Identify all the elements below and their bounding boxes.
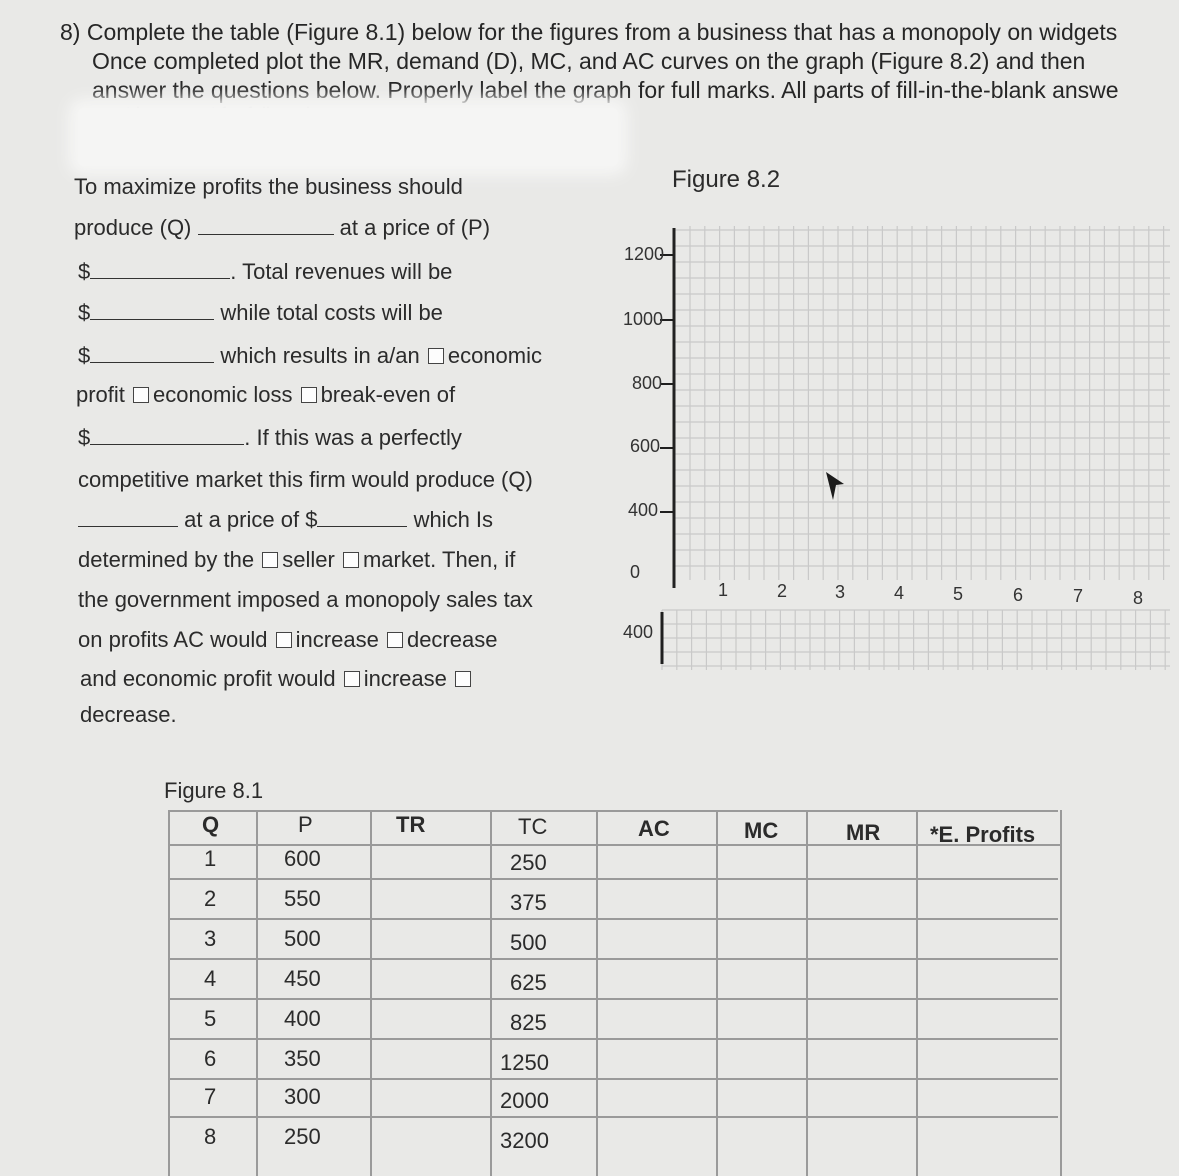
fill-line-5	[78, 343, 542, 369]
profit-decrease-checkbox[interactable]	[455, 671, 471, 687]
price-blank[interactable]	[90, 260, 230, 279]
cell-q: 3	[204, 926, 217, 951]
cell-p: 450	[284, 966, 321, 991]
fill-text: increase	[295, 627, 379, 652]
figure-8-2-title: Figure 8.2	[672, 166, 781, 193]
table-rule	[1060, 810, 1062, 1176]
cell-q: 8	[204, 1124, 217, 1149]
fill-text: . If this was a perfectly	[244, 425, 462, 450]
market-checkbox[interactable]	[343, 552, 359, 568]
economic-loss-checkbox[interactable]	[133, 387, 149, 403]
fill-line-4	[78, 300, 443, 326]
fill-text: decrease	[406, 627, 498, 652]
fill-text: on profits AC would	[78, 627, 268, 652]
table-rule	[256, 810, 258, 1176]
table-rule	[168, 998, 1058, 1000]
fill-text: seller	[282, 547, 335, 572]
cell-q: 5	[204, 1006, 217, 1031]
fill-text: while total costs will be	[220, 300, 443, 325]
dollar-sign: $	[78, 300, 91, 325]
y-tick-label: 800	[632, 373, 663, 393]
cell-p: 500	[284, 926, 321, 951]
table-rule	[168, 958, 1058, 960]
cell-p: 250	[284, 1124, 321, 1149]
dollar-sign: $	[78, 425, 91, 450]
table-rule	[916, 810, 918, 1176]
table-rule	[168, 1078, 1058, 1080]
fill-line-7	[78, 425, 462, 451]
redacted-area	[78, 108, 618, 166]
total-cost-blank[interactable]	[90, 344, 214, 363]
table-rule	[370, 810, 372, 1176]
table-rule	[168, 878, 1058, 880]
x-tick-label: 4	[894, 583, 905, 603]
fill-text: the government imposed a monopoly sales tax	[78, 587, 533, 612]
y-tick-label: 1200	[624, 244, 665, 264]
table-rule	[490, 810, 492, 1176]
fill-line-6	[76, 382, 455, 408]
dollar-sign: $	[78, 343, 91, 368]
fill-text: which results in a/an	[220, 343, 420, 368]
y-tick-label: 600	[630, 436, 661, 456]
cell-p: 400	[284, 1006, 321, 1031]
x-tick-label: 7	[1073, 586, 1084, 606]
cell-q: 1	[204, 846, 217, 871]
fill-text: . Total revenues will be	[230, 259, 453, 284]
y-tick-label: 1000	[623, 309, 664, 329]
fill-text: and economic profit would	[80, 666, 336, 691]
ac-decrease-checkbox[interactable]	[387, 632, 403, 648]
fill-line-11	[78, 587, 533, 613]
header-mc: MC	[744, 818, 779, 843]
header-q: Q	[202, 812, 220, 837]
table-rule	[596, 810, 598, 1176]
header-mr: MR	[846, 820, 881, 845]
cell-tc: 250	[510, 850, 547, 875]
profit-amount-blank[interactable]	[90, 426, 244, 445]
fill-line-9	[78, 507, 493, 533]
fill-line-2	[74, 215, 490, 241]
profit-increase-checkbox[interactable]	[344, 671, 360, 687]
fill-text: profit	[76, 382, 125, 407]
header-ac: AC	[638, 816, 670, 841]
header-tc: TC	[518, 814, 548, 839]
competitive-price-blank[interactable]	[317, 508, 407, 527]
fill-line-8	[78, 467, 533, 493]
cell-q: 6	[204, 1046, 217, 1071]
fill-text: decrease.	[80, 702, 177, 727]
cell-tc: 625	[510, 970, 547, 995]
fill-text: market. Then, if	[362, 547, 516, 572]
fill-text: economic loss	[153, 382, 293, 407]
x-tick-label: 8	[1133, 588, 1144, 608]
total-revenue-blank[interactable]	[90, 301, 214, 320]
seller-checkbox[interactable]	[262, 552, 278, 568]
cell-tc: 2000	[500, 1088, 549, 1113]
cell-p: 550	[284, 886, 321, 911]
x-tick-label: 1	[718, 580, 729, 600]
table-rule	[168, 918, 1058, 920]
question-line-1: 8) Complete the table (Figure 8.1) below for the figures from a business that has a monopoly on widgets	[60, 19, 1118, 45]
economic-checkbox[interactable]	[428, 348, 444, 364]
fill-line-13	[80, 666, 475, 692]
fill-text: which Is	[413, 507, 494, 532]
y-tick-label: 400	[628, 500, 659, 520]
x-tick-label: 6	[1013, 585, 1024, 605]
break-even-checkbox[interactable]	[301, 387, 317, 403]
fill-text: break-even of	[320, 382, 456, 407]
table-rule	[806, 810, 808, 1176]
fill-text: increase	[363, 666, 447, 691]
cell-tc: 3200	[500, 1128, 549, 1153]
header-tr: TR	[396, 812, 426, 837]
dollar-sign: $	[78, 259, 91, 284]
cell-p: 600	[284, 846, 321, 871]
question-line-3: answer the questions below. Properly label the graph for full marks. All parts of fill-in-the-blank answe	[92, 77, 1119, 103]
y-tick-label: 400	[623, 622, 654, 642]
fill-text: To maximize profits the business should	[74, 174, 463, 199]
cell-q: 7	[204, 1084, 217, 1109]
cell-tc: 500	[510, 930, 547, 955]
fill-text: competitive market this firm would produce (Q)	[78, 467, 533, 492]
cell-p: 350	[284, 1046, 321, 1071]
mouse-cursor-icon	[822, 470, 848, 502]
fill-text: economic	[447, 343, 542, 368]
x-tick-label: 5	[953, 584, 964, 604]
fill-line-14	[80, 702, 177, 728]
graph-grid[interactable]	[600, 200, 1179, 680]
figure-8-1-title: Figure 8.1	[164, 778, 264, 803]
cell-tc: 375	[510, 890, 547, 915]
competitive-quantity-blank[interactable]	[78, 508, 178, 527]
table-rule	[168, 1116, 1058, 1118]
quantity-blank[interactable]	[198, 216, 334, 235]
fill-text: at a price of $	[184, 507, 318, 532]
ac-increase-checkbox[interactable]	[276, 632, 292, 648]
cell-q: 4	[204, 966, 217, 991]
table-rule	[168, 1038, 1058, 1040]
cell-tc: 825	[510, 1010, 547, 1035]
fill-text: at a price of (P)	[339, 215, 491, 240]
table-rule	[716, 810, 718, 1176]
x-tick-label: 3	[835, 582, 846, 602]
header-profits: *E. Profits	[930, 822, 1036, 847]
fill-line-1	[74, 174, 463, 200]
cell-q: 2	[204, 886, 217, 911]
cell-p: 300	[284, 1084, 321, 1109]
fill-line-12	[78, 627, 497, 653]
table-rule	[168, 810, 170, 1176]
fill-line-10	[78, 547, 515, 573]
fill-text: produce (Q)	[74, 215, 192, 240]
cell-tc: 1250	[500, 1050, 549, 1075]
fill-line-3	[78, 259, 452, 285]
x-tick-label: 2	[777, 581, 788, 601]
figure-8-1-table	[160, 806, 1062, 1176]
question-line-2: Once completed plot the MR, demand (D), MC, and AC curves on the graph (Figure 8.2) and then	[92, 48, 1086, 74]
header-p: P	[298, 812, 313, 837]
y-tick-label: 0	[630, 562, 641, 582]
fill-text: determined by the	[78, 547, 255, 572]
